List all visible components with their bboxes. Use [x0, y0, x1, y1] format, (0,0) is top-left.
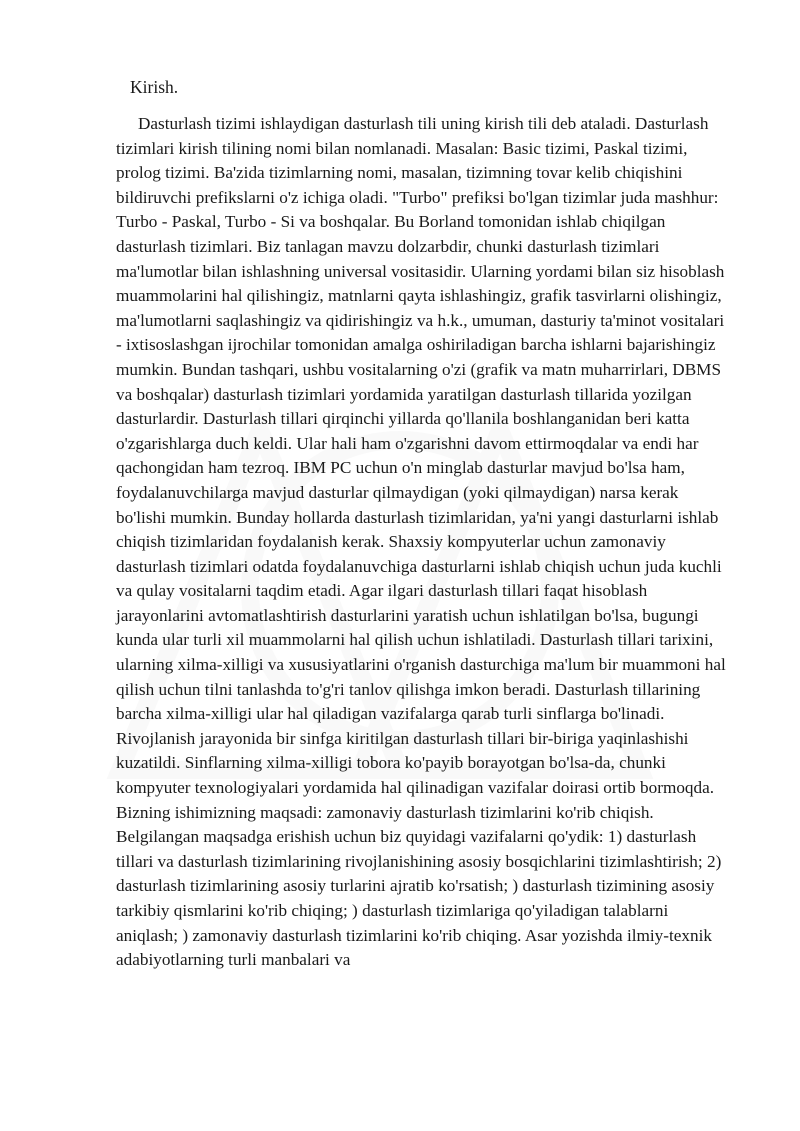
section-heading: Kirish.: [130, 77, 179, 97]
body-paragraph: Dasturlash tizimi ishlaydigan dasturlash tili uning kirish tili deb ataladi. Dasturlash tizimlari kirish tilining nomi bilan nomlanadi. Masalan: Basic tizimi, Paskal tizimi, prolog tizimi. Ba'zida tizimlarning nomi, masalan, tizimning tovar kelib chiqishini bildiruvchi prefikslarni o'z ichiga oladi. "Turbo" prefiksi bo'lgan tizimlar juda mashhur: Turbo - Paskal, Turbo - Si va boshqalar. Bu Borland tomonidan ishlab chiqilgan dasturlash tizimlari. Biz tanlagan mavzu dolzarbdir, chunki dasturlash tizimlari ma'lumotlar bilan ishlashning universal vositasidir. Ularning yordami bilan siz hisoblash muammolarini hal qilishingiz, matnlarni qayta ishlashingiz, grafik tasvirlarni olishingiz, ma'lumotlarni saqlashingiz va qidirishingiz va h.k., umuman, dasturiy ta'minot vositalari - ixtisoslashgan ijrochilar tomonidan amalga oshiriladigan barcha ishlarni bajarishingiz mumkin. Bundan tashqari, ushbu vositalarning o'zi (grafik va matn muharrirlari, DBMS va boshqalar) dasturlash tizimlari yordamida yaratilgan dasturlash tillarida yozilgan dasturlardir. Dasturlash tillari qirqinchi yillarda qo'llanila boshlanganidan beri katta o'zgarishlarga duch keldi. Ular hali ham o'zgarishni davom ettirmoqdalar va endi har qachongidan ham tezroq. IBM PC uchun o'n minglab dasturlar mavjud bo'lsa ham, foydalanuvchilarga mavjud dasturlar qilmaydigan (yoki qilmaydigan) narsa kerak bo'lishi mumkin. Bunday hollarda dasturlash tizimlaridan, ya'ni yangi dasturlarni ishlab chiqish tizimlaridan foydalanish kerak. Shaxsiy kompyuterlar uchun zamonaviy dasturlash tizimlari odatda foydalanuvchiga dasturlarni ishlab chiqish uchun juda kuchli va qulay vositalarni taqdim etadi. Agar ilgari dasturlash tillari faqat hisoblash jarayonlarini avtomatlashtirish dasturlarini yaratish uchun ishlatilgan bo'lsa, bugungi kunda ular turli xil muammolarni hal qilish uchun ishlatiladi. Dasturlash tillari tarixini, ularning xilma-xilligi va xususiyatlarini o'rganish dasturchiga ma'lum bir muammoni hal qilish uchun tilni tanlashda to'g'ri tanlov qilishga imkon beradi. Dasturlash tillarining barcha xilma-xilligi ular hal qiladigan vazifalarga qarab turli sinflarga bo'linadi. Rivojlanish jarayonida bir sinfga kiritilgan dasturlash tillari bir-biriga yaqinlashishi kuzatildi. Sinflarning xilma-xilligi tobora ko'payib borayotgan bo'lsa-da, chunki kompyuter texnologiyalari yordamida hal qilinadigan vazifalar doirasi ortib bormoqda. Bizning ishimizning maqsadi: zamonaviy dasturlash tizimlarini ko'rib chiqish. Belgilangan maqsadga erishish uchun biz quyidagi vazifalarni qo'ydik: 1) dasturlash tillari va dasturlash tizimlarining rivojlanishining asosiy bosqichlarini tizimlashtirish; 2) dasturlash tizimlarining asosiy turlarini ajratib ko'rsatish; ) dasturlash tizimining asosiy tarkibiy qismlarini ko'rib chiqing; ) dasturlash tizimlariga qo'yiladigan talablarni aniqlash; ) zamonaviy dasturlash tizimlarini ko'rib chiqing. Asar yozishda ilmiy-texnik adabiyotlarning turli manbalari va: [116, 114, 726, 970]
